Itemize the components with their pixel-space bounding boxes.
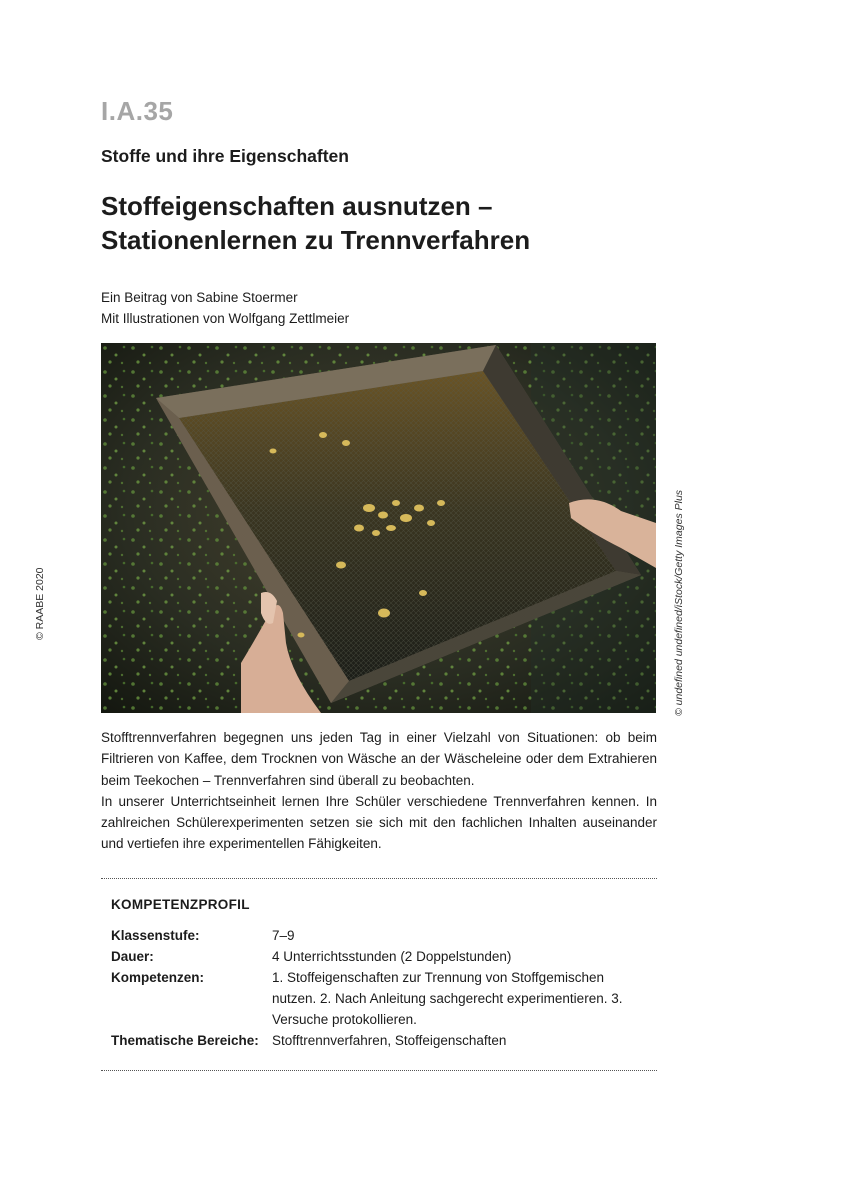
kompetenzprofil-table: [111, 925, 641, 1051]
intro-paragraph-1: Stofftrennverfahren begegnen uns jeden Tag in einer Vielzahl von Situationen: ob beim Filtrieren von Kaffee, dem Trocknen von Wäsche an der Wäscheleine oder dem Extrahieren beim Teekochen – Trennverfahren sind überall zu beobachten.: [101, 730, 657, 788]
table-row: [111, 925, 641, 946]
unit-code: I.A.35: [101, 96, 174, 126]
row-value: Stofftrennverfahren, Stoffeigenschaften: [272, 1033, 507, 1048]
row-value: 4 Unterrichtsstunden (2 Doppelstunden): [272, 949, 512, 964]
gold-panning-sieve-photo: [101, 343, 656, 713]
row-value: 1. Stoffeigenschaften zur Trennung von Stoffgemischen nutzen. 2. Nach Anleitung sachgerecht experimentieren. 3. Versuche protokollieren.: [272, 970, 623, 1027]
row-value: 7–9: [272, 928, 295, 943]
author-line: Ein Beitrag von Sabine Stoermer: [101, 290, 298, 305]
side-copyright: © RAABE 2020: [34, 567, 46, 640]
intro-paragraph-2: In unserer Unterrichtseinheit lernen Ihre Schüler verschiedene Trennverfahren kennen. In zahlreichen Schülerexperimenten setzen sie sich mit den fachlichen Inhalten auseinander und vertiefen ihre experimentellen Fähigkeiten.: [101, 793, 657, 852]
row-label: Klassenstufe:: [111, 928, 200, 943]
table-row: [111, 967, 641, 1030]
title-line-2: Stationenlernen zu Trennverfahren: [101, 225, 531, 255]
intro-text: [101, 727, 657, 855]
row-label: Dauer:: [111, 949, 154, 964]
byline: [101, 287, 349, 329]
row-label: Kompetenzen:: [111, 970, 205, 985]
kompetenzprofil-heading: KOMPETENZPROFIL: [111, 897, 250, 912]
table-row: [111, 1030, 641, 1051]
photo-credit: © undefined undefined/iStock/Getty Images Plus: [673, 489, 685, 716]
table-row: [111, 946, 641, 967]
series-title: Stoffe und ihre Eigenschaften: [101, 146, 349, 166]
row-label: Thematische Bereiche:: [111, 1033, 259, 1048]
illustrator-line: Mit Illustrationen von Wolfgang Zettlmeier: [101, 311, 350, 326]
divider-top: [101, 878, 657, 879]
divider-bottom: [101, 1070, 657, 1071]
page-title: [101, 189, 701, 257]
cover-photo: [101, 343, 656, 713]
title-line-1: Stoffeigenschaften ausnutzen –: [101, 191, 493, 221]
